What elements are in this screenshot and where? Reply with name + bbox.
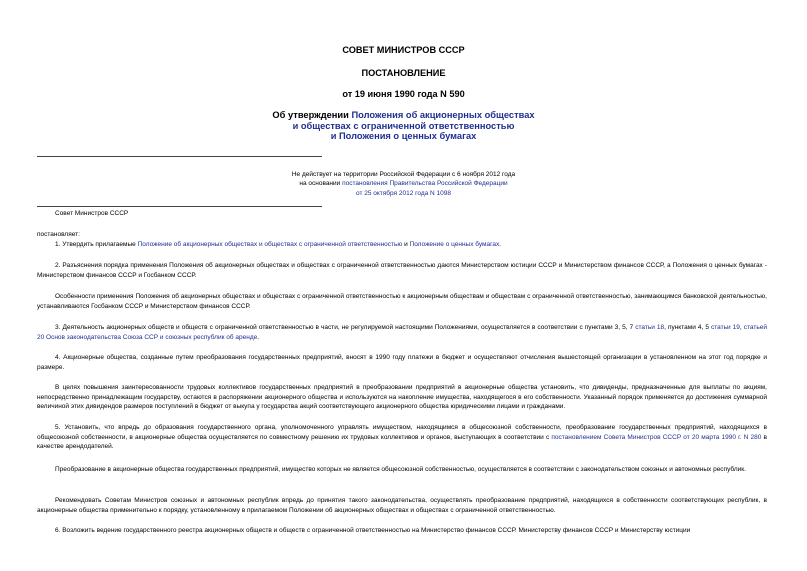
link-regulation-securities[interactable]: Положение о ценных бумагах [409,241,500,248]
divider-bottom [37,206,322,207]
p4-mid2: , [739,324,744,331]
title-prefix: Об утверждении [272,110,352,120]
link-article-18[interactable]: статьи 18 [635,324,665,331]
notice-line2-prefix: на основании [299,180,343,188]
p1-text: 1. Утвердить прилагаемые [55,241,138,248]
paragraph-8: Преобразование в акционерные общества государственных предприятий, имущество которых не является общесоюзной собственностью, осуществляется в соответствии с законодательством союзных и автономных республик. [55,466,746,473]
divider-top [37,156,322,157]
paragraph-6: В целях повышения заинтересованности трудовых коллективов государственных предприятий в преобразовании предприятий в акционерные общества установить, что дивиденды, предназначенные для выплаты по акциям, непосредственно принадлежащим государству, остаются в распоряжении акционерного общества и используются на накопление имущества, находящегося в его собственности. Указанный порядок применяется до достижения суммарной величиной этих дивидендов размеров поступлений в бюджет от выкупа у государства акций соответствующего акционерного общества юридическими лицами и гражданами. [37,384,767,411]
p1-suffix: . [499,241,502,248]
link-regulation-joint-stock[interactable]: Положение об акционерных обществах и обществах с ограниченной ответственностью [137,241,403,248]
p4-text: 3. Деятельность акционерных обществ и обществ с ограниченной ответственностью в части, не регулируемой настоящими Положениями, осуществляется в соответствии с пунктами 3, 5, 7 [55,324,636,331]
document-type: ПОСТАНОВЛЕНИЕ [361,68,446,78]
title-link-line3[interactable]: и Положения о ценных бумагах [330,131,477,141]
title-link-line1[interactable]: Положения об акционерных обществах [351,110,535,120]
validity-notice [0,170,807,198]
title-link-line2[interactable]: и обществах с ограниченной ответственностью [292,120,515,131]
paragraph-4 [37,323,767,342]
p4-suffix: . [257,333,260,341]
paragraph-7 [37,423,767,452]
link-article-19[interactable]: статьи 19 [710,324,740,331]
paragraph-3: Особенности применения Положения об акционерных обществах и обществах с ограниченной ответственностью к акционерным обществам и обществам с ограниченной ответственностью, занимающимся банковской деятельностью, устанавливаются Госбанком СССР и Министерством финансов СССР. [37,293,767,310]
paragraph-2: 2. Разъяснения порядка применения Положения об акционерных обществах и обществах с ограниченной ответственностью даются Министерством юстиции СССР и Министерством финансов СССР, а Положения о ценных бумагах - Министерством финансов СССР и Госбанком СССР. [37,262,767,279]
issuer-line: Совет Министров СССР [55,210,129,217]
paragraph-10: 6. Возложить ведение государственного реестра акционерных обществ и обществ с ограниченной ответственностью на Министерство финансов СССР. Министерству финансов СССР и Министерству юстиции [55,527,691,534]
link-article-20-lease-law[interactable]: статьей 20 Основ законодательства Союза ССР и союзных республик об аренде [37,324,767,341]
decrees-line: постановляет: [37,231,80,238]
p7-suffix: в качестве арендодателей. [37,433,767,451]
paragraph-9: Рекомендовать Советам Министров союзных и автономных республик впредь до принятия такого законодательства, осуществлять преобразование предприятий, находящихся в собственности соответствующих республик, в акционерные общества применительно к порядку, установленному в прилагаемом Положении об акционерных обществах и обществах с ограниченной ответственностью. [37,497,767,514]
issuing-organization: СОВЕТ МИНИСТРОВ СССР [342,45,465,55]
p1-mid: и [402,241,410,248]
paragraph-1 [37,240,767,250]
document-date: от 19 июня 1990 года N 590 [342,89,465,99]
document-title [0,110,807,142]
notice-link-date[interactable]: от 25 октября 2012 года N 1098 [355,189,452,197]
notice-line1: Не действует на территории Российской Федерации с 6 ноября 2012 года [291,171,516,178]
p4-mid1: , пунктами 4, 5 [664,324,711,331]
link-decree-280[interactable]: постановлением Совета Министров СССР от 20 марта 1990 г. N 280 [551,433,762,441]
p7-text: 5. Установить, что впредь до образования государственного органа, уполномоченного управлять имуществом, находящимся в общесоюзной собственности, преобразование государственных предприятий, находящихся в общесоюзной собственности, в акционерные общества осуществляется по совместному решению их трудовых коллективов и органов, выступающих в соответствии с [37,424,767,441]
paragraph-5: 4. Акционерные общества, созданные путем преобразования государственных предприятий, вносят в 1990 году платежи в бюджет и осуществляют отчисления вышестоящей организации в установленном на этот год порядке и размере. [37,354,767,371]
notice-link-decree[interactable]: постановления Правительства Российской Федерации [342,180,508,188]
